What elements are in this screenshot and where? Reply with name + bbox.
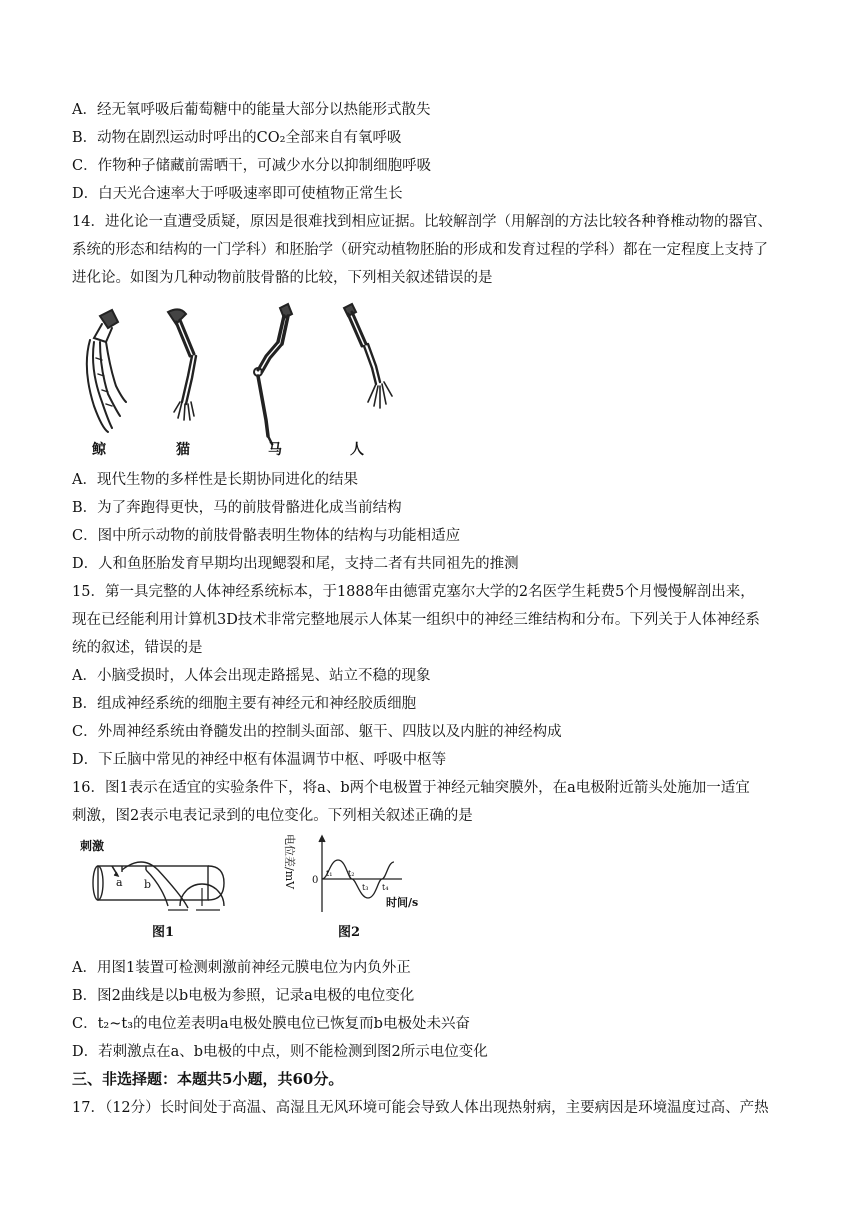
- figure-2-caption: 图2: [338, 925, 361, 940]
- q14-option-c: C．图中所示动物的前肢骨骼表明生物体的结构与功能相适应: [72, 528, 461, 544]
- electrode-b-label: b: [144, 878, 152, 891]
- human-forelimb: [344, 304, 392, 408]
- q15-option-d: D．下丘脑中常见的神经中枢有体温调节中枢、呼吸中枢等: [72, 752, 447, 768]
- q16-option-c: C．t₂~t₃的电位差表明a电极处膜电位已恢复而b电极处未兴奋: [72, 1016, 470, 1032]
- t4-label: t₄: [382, 883, 389, 892]
- forelimb-skeletons-figure: [72, 298, 402, 460]
- q15-stem-line-3: 统的叙述，错误的是: [72, 640, 203, 656]
- cat-label: 猫: [176, 442, 190, 458]
- q14-option-a: A．现代生物的多样性是长期协同进化的结果: [72, 472, 358, 488]
- q16-option-b: B．图2曲线是以b电极为参照，记录a电极的电位变化: [72, 988, 415, 1004]
- electrode-a-label: a: [116, 876, 123, 889]
- t3-label: t₃: [362, 883, 369, 892]
- q14-option-d: D．人和鱼胚胎发育早期均出现鳃裂和尾，支持二者有共同祖先的推测: [72, 556, 519, 572]
- q14-stem-line-1: 14．进化论一直遭受质疑，原因是很难找到相应证据。比较解剖学（用解剖的方法比较各种脊椎动物的器官、: [72, 214, 772, 230]
- horse-label: 马: [268, 442, 282, 458]
- whale-label: 鲸: [92, 442, 106, 458]
- horse-forelimb: [254, 304, 292, 444]
- q15-stem-line-2: 现在已经能利用计算机3D技术非常完整地展示人体某一组织中的神经三维结构和分布。下列关于人体神经系: [72, 612, 760, 628]
- q15-option-b: B．组成神经系统的细胞主要有神经元和神经胶质细胞: [72, 696, 417, 712]
- t1-label: t₁: [326, 869, 333, 878]
- q15-stem-line-1: 15．第一具完整的人体神经系统标本，于1888年由德雷克塞尔大学的2名医学生耗费5个月慢慢解剖出来，: [72, 584, 755, 600]
- q16-stem-line-2: 刺激，图2表示电表记录到的电位变化。下列相关叙述正确的是: [72, 808, 473, 824]
- q13-option-c: C．作物种子储藏前需晒干，可减少水分以抑制细胞呼吸: [72, 158, 432, 174]
- q14-option-b: B．为了奔跑得更快，马的前肢骨骼进化成当前结构: [72, 500, 402, 516]
- stimulus-label: 刺激: [80, 839, 105, 853]
- q15-option-c: C．外周神经系统由脊髓发出的控制头面部、躯干、四肢以及内脏的神经构成: [72, 724, 562, 740]
- t2-label: t₂: [348, 869, 355, 878]
- figure-2-potential-curve: [282, 832, 432, 944]
- q13-option-a: A．经无氧呼吸后葡萄糖中的能量大部分以热能形式散失: [72, 102, 431, 118]
- q13-option-d: D．白天光合速率大于呼吸速率即可使植物正常生长: [72, 186, 403, 202]
- y-axis-label: 电位差/mV: [283, 834, 296, 890]
- human-label: 人: [350, 442, 364, 458]
- origin-label: 0: [312, 875, 319, 886]
- figure-1-nerve-setup: [72, 836, 247, 942]
- section-3-heading: 三、非选择题：本题共5小题，共60分。: [72, 1070, 344, 1088]
- q16-option-a: A．用图1装置可检测刺激前神经元膜电位为内负外正: [72, 960, 411, 976]
- q15-option-a: A．小脑受损时，人体会出现走路摇晃、站立不稳的现象: [72, 668, 431, 684]
- q16-stem-line-1: 16．图1表示在适宜的实验条件下，将a、b两个电极置于神经元轴突膜外，在a电极附近箭头处施加一适宜: [72, 780, 750, 796]
- electrode-wire-a: [122, 862, 188, 908]
- figure-1-caption: 图1: [152, 925, 175, 940]
- q13-option-b: B．动物在剧烈运动时呼出的CO₂全部来自有氧呼吸: [72, 130, 402, 146]
- q17-stem-line-1: 17．（12分）长时间处于高温、高湿且无风环境可能会导致人体出现热射病，主要病因是环境温度过高、产热: [72, 1100, 769, 1116]
- cat-forelimb: [168, 309, 196, 420]
- x-axis-label: 时间/s: [386, 896, 419, 909]
- whale-forelimb: [87, 310, 126, 432]
- q14-stem-line-2: 系统的形态和结构的一门学科）和胚胎学（研究动植物胚胎的形成和发育过程的学科）都在一定程度上支持了: [72, 242, 768, 258]
- q16-option-d: D．若刺激点在a、b电极的中点，则不能检测到图2所示电位变化: [72, 1044, 488, 1060]
- q14-stem-line-3: 进化论。如图为几种动物前肢骨骼的比较，下列相关叙述错误的是: [72, 270, 493, 286]
